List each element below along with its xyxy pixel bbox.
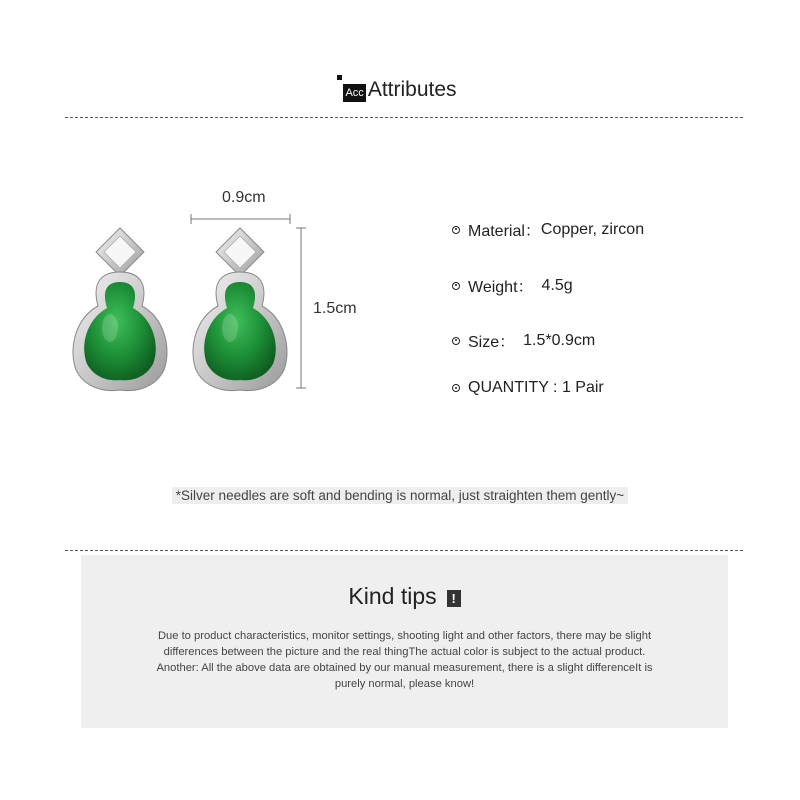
spec-label: Material： — [468, 223, 541, 240]
care-note — [0, 487, 800, 505]
kind-tips-panel — [81, 555, 728, 728]
bullet-icon — [452, 226, 460, 234]
title-badge: Acc — [343, 84, 365, 102]
spec-label: Size： — [468, 334, 516, 351]
middle-divider — [65, 550, 743, 551]
warning-icon: ! — [447, 590, 461, 607]
spec-size — [452, 329, 595, 352]
bullet-icon — [452, 384, 460, 392]
spec-label: QUANTITY : 1 Pair — [468, 379, 604, 396]
width-dimension-line — [191, 214, 290, 224]
spec-material — [452, 218, 644, 241]
top-divider — [65, 117, 743, 118]
earring-right-gem — [204, 282, 276, 380]
spec-value: 1.5*0.9cm — [523, 331, 596, 349]
height-label: 1.5cm — [313, 300, 357, 317]
section-title-group — [343, 78, 456, 102]
care-note-text: *Silver needles are soft and bending is normal, just straighten them gently~ — [172, 487, 628, 504]
section-header — [0, 78, 800, 102]
spec-value: 4.5g — [541, 276, 573, 294]
kind-tips-heading: Kind tips — [348, 583, 437, 609]
spec-label: Weight： — [468, 279, 534, 296]
spec-quantity — [452, 379, 604, 397]
title-dot-icon — [337, 75, 342, 80]
width-label: 0.9cm — [222, 189, 266, 206]
earring-left-gem — [84, 282, 156, 380]
earring-illustration — [60, 180, 380, 410]
tips-line: differences between the picture and the real thingThe actual color is subject to the actual product. — [163, 646, 646, 658]
earring-left — [73, 228, 167, 391]
tips-line: Due to product characteristics, monitor settings, shooting light and other factors, there may be slight — [157, 630, 652, 642]
spec-value: Copper, zircon — [540, 220, 645, 238]
tips-line: purely normal, please know! — [334, 678, 475, 690]
bullet-icon — [452, 337, 460, 345]
earring-right — [193, 228, 287, 391]
kind-tips-body — [111, 628, 698, 692]
kind-tips-title — [81, 583, 728, 610]
section-title: Attributes — [367, 78, 457, 101]
spec-weight — [452, 274, 573, 297]
tips-line: Another: All the above data are obtained by our manual measurement, there is a slight differenceIt is — [156, 662, 653, 674]
bullet-icon — [452, 282, 460, 290]
height-dimension-line — [296, 228, 306, 388]
